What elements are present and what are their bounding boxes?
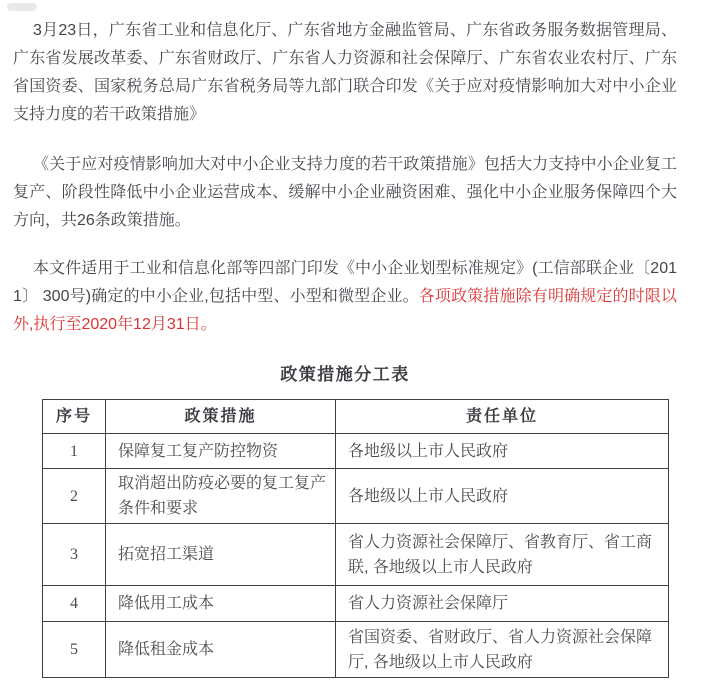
cell-unit: 省国资委、省财政厅、省人力资源社会保障厅, 各地级以上市人民政府 — [336, 622, 669, 678]
cell-seq: 1 — [43, 434, 106, 469]
table-row — [43, 469, 669, 524]
column-header-seq: 序号 — [43, 400, 106, 434]
cell-seq: 2 — [43, 469, 106, 524]
table-row — [43, 524, 669, 586]
column-header-measure: 政策措施 — [106, 400, 336, 434]
cell-measure: 降低用工成本 — [106, 586, 336, 622]
cell-measure: 降低租金成本 — [106, 622, 336, 678]
cell-measure: 拓宽招工渠道 — [106, 524, 336, 586]
table-row — [43, 622, 669, 678]
column-header-unit: 责任单位 — [336, 400, 669, 434]
cell-seq: 4 — [43, 586, 106, 622]
cell-seq: 5 — [43, 622, 106, 678]
cell-unit: 省人力资源社会保障厅 — [336, 586, 669, 622]
table-row — [43, 586, 669, 622]
policy-table — [42, 399, 669, 678]
cell-measure: 保障复工复产防控物资 — [106, 434, 336, 469]
paragraph-scope-deadline-text: 各项政策措施除有明确规定的时限以外,执行至2020年12月31日。 — [13, 288, 677, 333]
cell-seq: 3 — [43, 524, 106, 586]
top-left-artifact — [7, 3, 37, 11]
cell-unit: 各地级以上市人民政府 — [336, 469, 669, 524]
cell-measure: 取消超出防疫必要的复工复产条件和要求 — [106, 469, 336, 524]
paragraph-scope — [13, 255, 677, 339]
table-row — [43, 434, 669, 469]
paragraph-scope-text: 本文件适用于工业和信息化部等四部门印发《中小企业划型标准规定》(工信部联企业〔2011〕 300号)确定的中小企业,包括中型、小型和微型企业。 — [13, 260, 677, 305]
cell-unit: 省人力资源社会保障厅、省教育厅、省工商联, 各地级以上市人民政府 — [336, 524, 669, 586]
paragraph-overview: 《关于应对疫情影响加大对中小企业支持力度的若干政策措施》包括大力支持中小企业复工复产、阶段性降低中小企业运营成本、缓解中小企业融资困难、强化中小企业服务保障四个大方向，共26条政策措施。 — [13, 156, 677, 229]
table-title: 政策措施分工表 — [280, 365, 410, 384]
paragraph-issuance: 3月23日，广东省工业和信息化厅、广东省地方金融监管局、广东省政务服务数据管理局、广东省发展改革委、广东省财政厅、广东省人力资源和社会保障厅、广东省农业农村厅、广东省国资委、国家税务总局广东省税务局等九部门联合印发《关于应对疫情影响加大对中小企业支持力度的若干政策措施》 — [13, 22, 677, 123]
cell-unit: 各地级以上市人民政府 — [336, 434, 669, 469]
table-header-row — [43, 400, 669, 434]
